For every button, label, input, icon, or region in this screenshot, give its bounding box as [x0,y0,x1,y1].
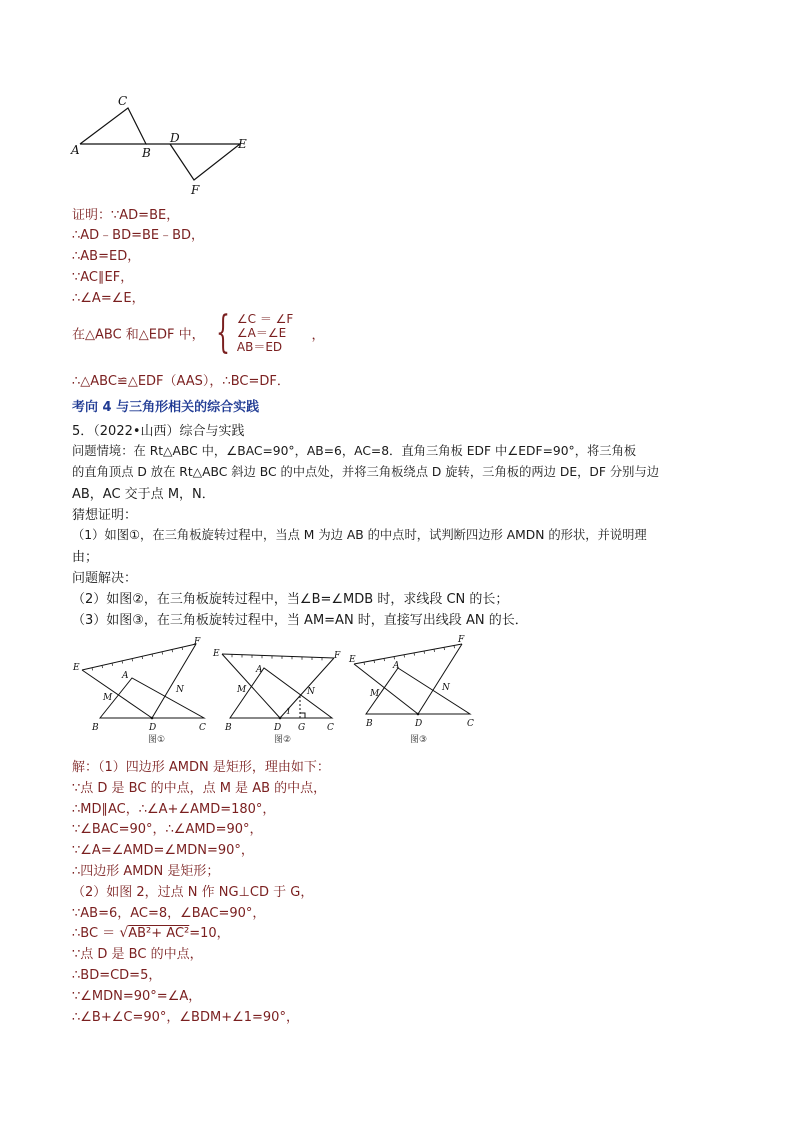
triangle-abc [80,108,146,144]
system-row-3: AB＝ED [236,340,283,354]
line-ed-fig1 [82,670,152,718]
label-D: D [170,131,180,145]
solution-line-5: ∵∠A=∠AMD=∠MDN=90°， [72,843,254,858]
sqrt-expression: AB²+ AC² [128,926,190,941]
proof-line-7: ∴△ABC≌△EDF（AAS），∴BC=DF． [72,374,290,389]
fig3-label-C: C [467,719,474,729]
proof-line-1: 证明：∵AD=BE， [72,208,180,223]
proof-line-6 [72,307,325,358]
figure-3 [344,634,484,746]
problem-line-9: （2）如图②，在三角板旋转过程中，当∠B=∠MDB 时，求线段 CN 的长； [72,592,509,607]
fig2-label-1: 1 [286,707,292,716]
solution-line-13: ∴∠B+∠C=90°，∠BDM+∠1=90°， [72,1010,299,1025]
system-row-2: ∠A＝∠E [236,326,287,340]
fig2-label-B: B [225,723,232,733]
fig3-label-M: M [370,689,380,699]
figure-2 [210,634,350,746]
solution-line-3: ∴MD∥AC，∴∠A+∠AMD=180°， [72,802,276,817]
fig1-label-D: D [149,723,157,733]
label-C: C [118,94,128,108]
fig1-caption: 图① [148,735,166,745]
fig3-label-E: E [349,655,356,665]
solution-line-10: ∵点 D 是 BC 的中点， [72,947,203,962]
label-B: B [142,146,151,160]
fig3-label-D: D [415,719,423,729]
fig2-label-A: A [256,665,263,675]
figure-1 [72,634,212,746]
fig2-label-M: M [237,685,247,695]
solution-line-2: ∵点 D 是 BC 的中点，点 M 是 AB 的中点， [72,781,327,796]
fig2-label-G: G [298,723,306,733]
bc-suffix: =10， [189,926,230,941]
fig3-caption: 图③ [410,735,428,745]
fig2-label-E: E [213,649,220,659]
line-df-fig3 [418,644,462,714]
label-F: F [191,183,200,197]
proof-line-2: ∴AD﹣BD=BE﹣BD， [72,228,205,243]
line-ed-fig2 [222,654,280,718]
solution-line-4: ∵∠BAC=90°，∴∠AMD=90°， [72,822,263,837]
fig2-label-D: D [274,723,282,733]
solution-line-8: ∵AB=6，AC=8，∠BAC=90°， [72,906,266,921]
fig1-label-A: A [122,671,129,681]
system-row-1: ∠C ＝ ∠F [236,312,294,326]
ruler-edge-fig2 [222,654,334,658]
fig2-label-F: F [334,651,341,661]
line-ed-fig3 [354,664,418,714]
triangle-def [170,144,240,180]
problem-line-8: 问题解决： [72,571,138,586]
problem-line-7: 由； [72,550,99,565]
figure-triangles-abc-edf [66,92,266,200]
ruler-edge-fig1 [82,644,196,670]
fig1-label-E: E [73,663,80,673]
sqrt-sign: √ [119,925,129,941]
solution-line-9 [72,922,230,941]
fig3-label-A: A [393,661,400,671]
left-brace: { [215,307,230,358]
right-angle-mark-fig2 [300,713,305,718]
solution-line-12: ∵∠MDN=90°=∠A， [72,989,202,1004]
label-E: E [238,137,247,151]
proof-system-prefix: 在△ABC 和△EDF 中， [72,327,205,343]
problem-line-5: 猜想证明： [72,508,138,523]
solution-line-11: ∴BD=CD=5， [72,968,162,983]
system-suffix: ， [311,327,325,343]
solution-line-1: 解：（1）四边形 AMDN 是矩形，理由如下： [72,760,330,775]
line-df-fig1 [152,644,196,718]
proof-line-3: ∴AB=ED， [72,249,141,264]
fig1-label-B: B [92,723,99,733]
fig3-label-F: F [458,635,465,645]
fig1-label-F: F [194,637,201,647]
fig2-label-C: C [327,723,334,733]
fig1-label-C: C [199,723,206,733]
solution-line-7: （2）如图 2，过点 N 作 NG⊥CD 于 G， [72,885,314,900]
problem-line-2: 问题情境：在 Rt△ABC 中，∠BAC=90°，AB=6，AC=8．直角三角板 EDF 中∠EDF=90°，将三角板 [72,444,637,458]
section-heading: 考向 4 与三角形相关的综合实践 [72,400,260,415]
proof-line-4: ∵AC∥EF， [72,270,134,285]
triangle-abc-fig3 [366,668,470,714]
fig2-caption: 图② [274,735,292,745]
fig3-label-N: N [442,683,450,693]
problem-line-1: 5．（2022•山西）综合与实践 [72,424,245,439]
label-A: A [71,143,80,157]
bc-prefix: ∴BC ＝ [72,926,116,941]
problem-line-6: （1）如图①，在三角板旋转过程中，当点 M 为边 AB 的中点时，试判断四边形 AMDN 的形状，并说明理 [72,528,647,542]
fig2-label-N: N [307,687,315,697]
proof-line-5: ∴∠A=∠E， [72,291,145,306]
ruler-edge-fig3 [354,644,462,664]
problem-line-4: AB，AC 交于点 M，N． [72,487,215,502]
equation-system [237,312,293,354]
solution-line-6: ∴四边形 AMDN 是矩形； [72,864,220,879]
fig1-label-N: N [176,685,184,695]
problem-line-10: （3）如图③，在三角板旋转过程中，当 AM=AN 时，直接写出线段 AN 的长． [72,613,528,628]
fig1-label-M: M [103,693,113,703]
fig3-label-B: B [366,719,373,729]
problem-line-3: 的直角顶点 D 放在 Rt△ABC 斜边 BC 的中点处，并将三角板绕点 D 旋转，三角板的两边 DE，DF 分别与边 [72,465,660,479]
